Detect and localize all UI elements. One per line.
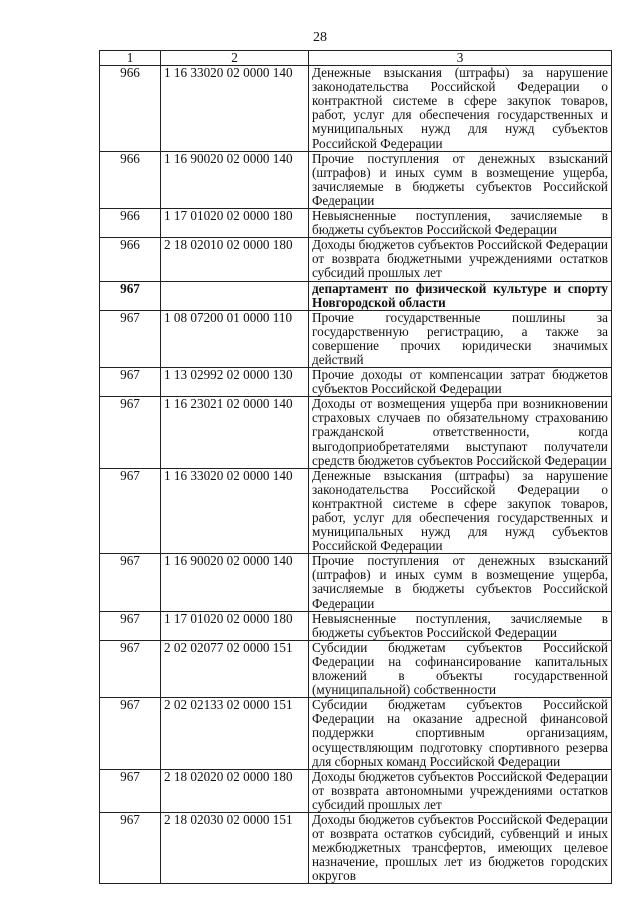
revenue-code-cell: [161, 281, 309, 310]
table-row: [100, 698, 612, 769]
revenue-code-cell: 2 18 02010 02 0000 180: [161, 238, 309, 281]
revenue-name-cell: Невыясненные поступления, зачисляемые в бюджеты субъектов Российской Федерации: [309, 611, 612, 640]
department-name-cell: департамент по физической культуре и спорту Новгородской области: [309, 281, 612, 310]
revenue-name-cell: Денежные взыскания (штрафы) за нарушение законодательства Российской Федерации о контрактной системе в сфере закупок товаров, работ, услуг для обеспечения государственных и муниципальных нужд для нужд субъектов Российской Федерации: [309, 468, 612, 554]
revenue-code-cell: 1 16 90020 02 0000 140: [161, 554, 309, 611]
admin-code-cell: 967: [100, 468, 161, 554]
department-header-row: [100, 281, 612, 310]
admin-code-cell: 967: [100, 640, 161, 697]
revenue-code-cell: 1 08 07200 01 0000 110: [161, 310, 309, 367]
revenue-name-cell: Невыясненные поступления, зачисляемые в бюджеты субъектов Российской Федерации: [309, 209, 612, 238]
revenue-name-cell: Прочие государственные пошлины за государственную регистрацию, а также за совершение прочих юридически значимых действий: [309, 310, 612, 367]
table-row: [100, 310, 612, 367]
admin-code-cell: 967: [100, 310, 161, 367]
column-header-2: 2: [161, 51, 309, 66]
revenue-name-cell: Прочие поступления от денежных взысканий (штрафов) и иных сумм в возмещение ущерба, зачисляемые в бюджеты субъектов Российской Федерации: [309, 151, 612, 208]
table-row: [100, 640, 612, 697]
revenue-name-cell: Денежные взыскания (штрафы) за нарушение законодательства Российской Федерации о контрактной системе в сфере закупок товаров, работ, услуг для обеспечения государственных и муниципальных нужд для нужд субъектов Российской Федерации: [309, 66, 612, 152]
revenue-name-cell: Доходы бюджетов субъектов Российской Федерации от возврата бюджетными учреждениями остатков субсидий прошлых лет: [309, 238, 612, 281]
revenue-code-cell: 2 02 02077 02 0000 151: [161, 640, 309, 697]
admin-code-cell: 967: [100, 281, 161, 310]
revenue-name-cell: Доходы от возмещения ущерба при возникновении страховых случаев по обязательному страхованию гражданской ответственности, когда выгодоприобретателями выступают получатели средств бюджетов субъектов Российской Федерации: [309, 397, 612, 468]
revenue-code-cell: 1 16 23021 02 0000 140: [161, 397, 309, 468]
admin-code-cell: 967: [100, 397, 161, 468]
table-row: [100, 209, 612, 238]
revenue-code-cell: 2 18 02030 02 0000 151: [161, 812, 309, 883]
column-header-1: 1: [100, 51, 161, 66]
table-row: [100, 66, 612, 152]
revenue-code-cell: 2 18 02020 02 0000 180: [161, 769, 309, 812]
revenue-name-cell: Прочие доходы от компенсации затрат бюджетов субъектов Российской Федерации: [309, 368, 612, 397]
admin-code-cell: 967: [100, 698, 161, 769]
admin-code-cell: 966: [100, 238, 161, 281]
revenue-name-cell: Субсидии бюджетам субъектов Российской Федерации на софинансирование капитальных вложений в объекты государственной (муниципальной) собственности: [309, 640, 612, 697]
revenue-code-cell: 1 13 02992 02 0000 130: [161, 368, 309, 397]
revenue-name-cell: Прочие поступления от денежных взысканий (штрафов) и иных сумм в возмещение ущерба, зачисляемые в бюджеты субъектов Российской Федерации: [309, 554, 612, 611]
table-row: [100, 397, 612, 468]
admin-code-cell: 966: [100, 151, 161, 208]
revenue-code-cell: 1 16 90020 02 0000 140: [161, 151, 309, 208]
table-row: [100, 769, 612, 812]
table-row: [100, 368, 612, 397]
table-row: [100, 554, 612, 611]
revenue-name-cell: Доходы бюджетов субъектов Российской Федерации от возврата остатков субсидий, субвенций и иных межбюджетных трансфертов, имеющих целевое назначение, прошлых лет из бюджетов городских округов: [309, 812, 612, 883]
admin-code-cell: 967: [100, 769, 161, 812]
revenue-code-cell: 2 02 02133 02 0000 151: [161, 698, 309, 769]
column-header-3: 3: [309, 51, 612, 66]
table-row: [100, 468, 612, 554]
revenue-name-cell: Доходы бюджетов субъектов Российской Федерации от возврата автономными учреждениями остатков субсидий прошлых лет: [309, 769, 612, 812]
revenue-code-cell: 1 16 33020 02 0000 140: [161, 468, 309, 554]
table-row: [100, 812, 612, 883]
revenue-code-cell: 1 17 01020 02 0000 180: [161, 611, 309, 640]
admin-code-cell: 967: [100, 554, 161, 611]
table-row: [100, 611, 612, 640]
admin-code-cell: 966: [100, 209, 161, 238]
revenue-code-cell: 1 17 01020 02 0000 180: [161, 209, 309, 238]
admin-code-cell: 967: [100, 611, 161, 640]
revenue-name-cell: Субсидии бюджетам субъектов Российской Федерации на оказание адресной финансовой поддержки спортивным организациям, осуществляющим подготовку спортивного резерва для сборных команд Российской Федерации: [309, 698, 612, 769]
admin-code-cell: 967: [100, 812, 161, 883]
budget-classification-table: [99, 50, 612, 884]
revenue-code-cell: 1 16 33020 02 0000 140: [161, 66, 309, 152]
admin-code-cell: 966: [100, 66, 161, 152]
table-header-row: [100, 51, 612, 66]
table-row: [100, 151, 612, 208]
table-row: [100, 238, 612, 281]
page-number: 28: [313, 30, 327, 45]
admin-code-cell: 967: [100, 368, 161, 397]
